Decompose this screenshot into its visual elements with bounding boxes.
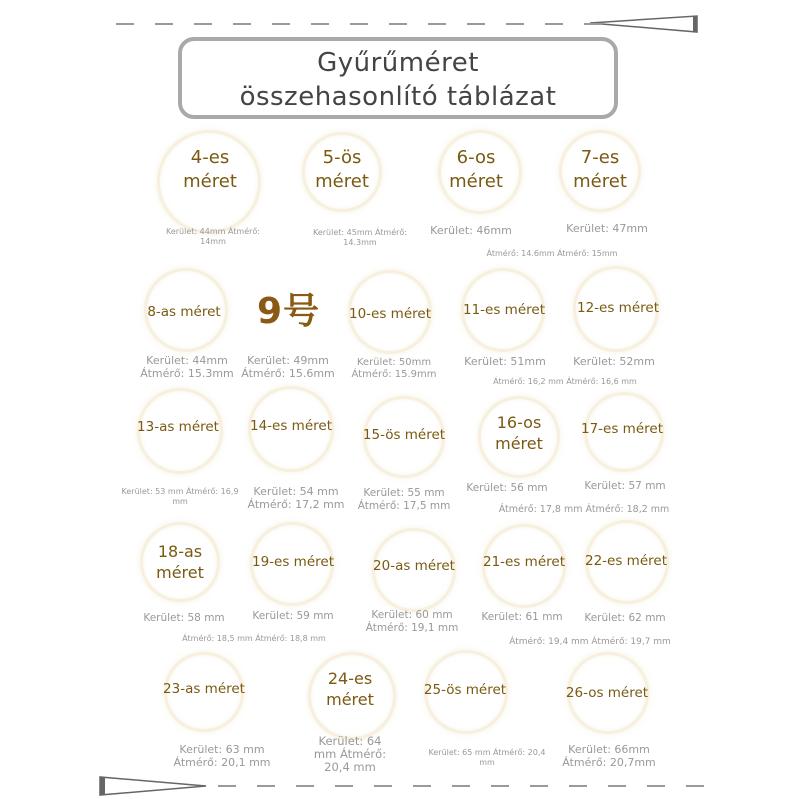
size-label-14: 14-es méret	[250, 418, 332, 434]
caption-size-4: Kerület: 44mm Átmérő: 14mm	[165, 227, 261, 246]
dash-segment	[155, 23, 173, 25]
dash-segment	[389, 23, 407, 25]
caption-diameter-6-7: Átmérő: 14.6mm Átmérő: 15mm	[486, 249, 618, 258]
caption-size-23: Kerület: 63 mm Átmérő: 20,1 mm	[173, 743, 271, 769]
size-label-16: 16-os méret	[495, 413, 543, 453]
caption-size-7: Kerület: 47mm	[566, 222, 648, 235]
dash-segment	[428, 23, 446, 25]
size-label-11: 11-es méret	[463, 302, 545, 318]
dash-segment	[218, 785, 236, 787]
size-label-26: 26-os méret	[565, 685, 649, 701]
dash-segment	[530, 785, 548, 787]
size-label-10: 10-es méret	[349, 306, 431, 322]
caption-size-21: Kerület: 61 mm	[481, 611, 563, 623]
dash-segment	[545, 23, 563, 25]
dash-segment	[257, 785, 275, 787]
dash-segment	[116, 23, 134, 25]
title-line-2: összehasonlító táblázat	[239, 82, 557, 112]
dash-segment	[647, 785, 665, 787]
caption-size-5: Kerület: 45mm Átmérő: 14.3mm	[312, 228, 408, 247]
caption-size-9: Kerület: 49mm Átmérő: 15.6mm	[241, 354, 335, 380]
caption-size-15: Kerület: 55 mm Átmérő: 17,5 mm	[357, 487, 451, 512]
dash-segment	[452, 785, 470, 787]
dash-segment	[296, 785, 314, 787]
size-label-21: 21-es méret	[483, 554, 565, 570]
size-label-18: 18-as méret	[156, 542, 204, 582]
dash-segment	[413, 785, 431, 787]
caption-size-16: Kerület: 56 mm	[466, 482, 548, 494]
size-label-8: 8-as méret	[147, 304, 221, 320]
title-line-1: Gyűrűméret	[317, 48, 479, 78]
dash-segment	[608, 785, 626, 787]
caption-diameter-16-17: Átmérő: 17,8 mm Átmérő: 18,2 mm	[498, 504, 670, 515]
caption-size-18: Kerület: 58 mm	[143, 612, 225, 624]
size-label-17: 17-es méret	[581, 421, 663, 437]
caption-size-13: Kerület: 53 mm Átmérő: 16,9 mm	[121, 487, 239, 506]
size-label-20: 20-as méret	[373, 558, 455, 574]
dash-segment	[350, 23, 368, 25]
dash-segment	[491, 785, 509, 787]
size-label-15: 15-ös méret	[362, 427, 446, 443]
caption-size-12: Kerület: 52mm	[573, 355, 655, 368]
size-label-12: 12-es méret	[577, 300, 659, 316]
dash-segment	[569, 785, 587, 787]
dash-segment	[584, 23, 602, 25]
size-label-4: 4-es méret	[183, 147, 237, 192]
caption-diameter-18-19: Átmérő: 18,5 mm Átmérő: 18,8 mm	[182, 634, 326, 643]
size-label-24: 24-es méret	[326, 669, 374, 709]
caption-size-25: Kerület: 65 mm Átmérő: 20,4 mm	[428, 748, 546, 767]
dash-segment	[194, 23, 212, 25]
dash-segment	[311, 23, 329, 25]
title-box	[178, 37, 618, 119]
dash-segment	[686, 785, 704, 787]
caption-diameter-21-22: Átmérő: 19,4 mm Átmérő: 19,7 mm	[509, 637, 671, 647]
dash-segment	[506, 23, 524, 25]
caption-size-14: Kerület: 54 mm Átmérő: 17,2 mm	[247, 485, 345, 511]
size-label-22: 22-es méret	[585, 553, 667, 569]
caption-size-8: Kerület: 44mm Átmérő: 15.3mm	[140, 354, 234, 380]
dash-segment	[335, 785, 353, 787]
dash-segment	[272, 23, 290, 25]
caption-size-6: Kerület: 46mm	[430, 224, 512, 237]
size-label-19: 19-es méret	[252, 554, 334, 570]
size-label-6: 6-os méret	[449, 147, 503, 192]
caption-size-11: Kerület: 51mm	[464, 355, 546, 368]
dash-segment	[467, 23, 485, 25]
dash-segment	[233, 23, 251, 25]
caption-size-19: Kerület: 59 mm	[252, 610, 334, 622]
size-label-23: 23-as méret	[163, 681, 245, 697]
caption-diameter-11-12: Átmérő: 16,2 mm Átmérő: 16,6 mm	[493, 377, 637, 386]
caption-size-22: Kerület: 62 mm	[584, 612, 666, 624]
top-right-triangle-icon	[590, 14, 700, 34]
caption-size-10: Kerület: 50mm Átmérő: 15.9mm	[351, 357, 437, 380]
size-label-13: 13-as méret	[137, 419, 219, 435]
caption-size-24: Kerület: 64 mm Átmérő: 20,4 mm	[313, 734, 387, 774]
bottom-left-triangle-icon	[98, 775, 208, 797]
size-label-5: 5-ös méret	[315, 147, 369, 192]
dash-segment	[374, 785, 392, 787]
caption-size-26: Kerület: 66mm Átmérő: 20,7mm	[562, 743, 656, 769]
size-label-25: 25-ös méret	[423, 682, 507, 698]
caption-size-20: Kerület: 60 mm Átmérő: 19,1 mm	[365, 609, 459, 634]
size-label-9: 9号	[257, 291, 321, 332]
caption-size-17: Kerület: 57 mm	[584, 480, 666, 492]
size-label-7: 7-es méret	[573, 147, 627, 192]
